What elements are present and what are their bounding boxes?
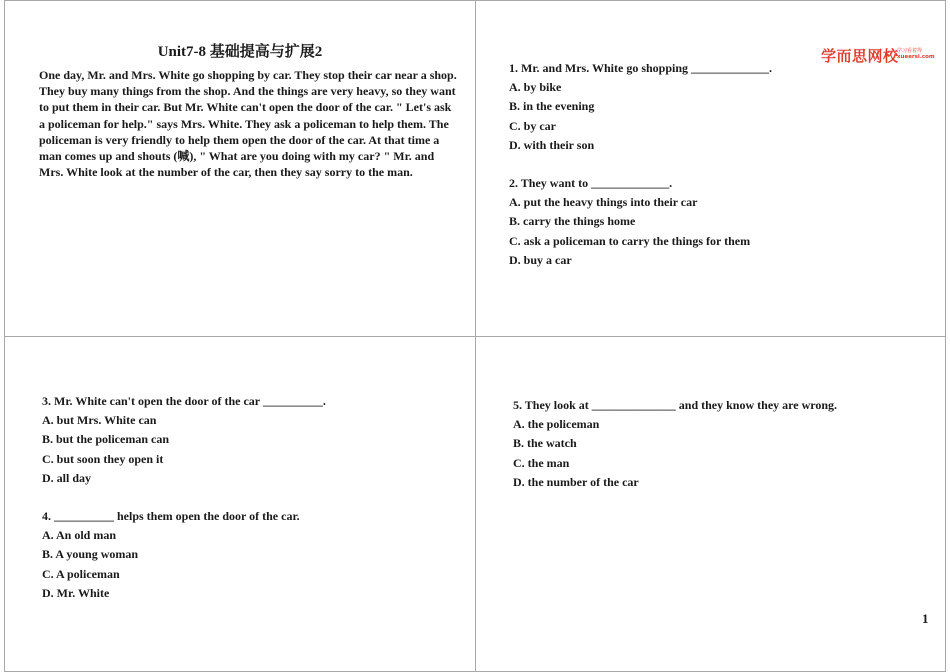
option-c: C. but soon they open it [42, 451, 164, 466]
option-d: D. Mr. White [42, 585, 110, 600]
option-b: B. the watch [513, 436, 577, 451]
option-b: B. carry the things home [509, 214, 636, 229]
slide-panel-questions-1-2 [475, 0, 946, 337]
option-b: B. in the evening [509, 99, 595, 114]
option-d: D. buy a car [509, 252, 572, 267]
slide-panel-question-5 [475, 336, 946, 672]
question-2 [509, 174, 750, 270]
logo-tagline: 学习看着得 [897, 48, 923, 54]
logo-url: xueersi.com [897, 54, 935, 60]
option-c: C. by car [509, 118, 556, 133]
slide-panel-questions-3-4 [4, 336, 476, 672]
question-stem: 2. They want to _____________. [509, 176, 673, 190]
option-a: A. but Mrs. White can [42, 413, 157, 428]
option-d: D. the number of the car [513, 474, 639, 489]
option-c: C. ask a policeman to carry the things for them [509, 233, 751, 248]
question-1 [509, 59, 772, 155]
option-b: B. A young woman [42, 547, 139, 562]
option-a: A. the policeman [513, 417, 600, 432]
option-c: C. A policeman [42, 566, 120, 581]
logo [821, 45, 941, 65]
question-stem: 4. __________ helps them open the door of the car. [42, 509, 300, 523]
option-a: A. put the heavy things into their car [509, 195, 698, 210]
reading-passage: One day, Mr. and Mrs. White go shopping by car. They stop their car near a shop. They buy many things from the shop. And the things are very heavy, so they want to put them in their car. But Mr. White can't open the door of the car. " Let's ask a policeman for help." says Mrs. White. They ask a policeman to help them. The policeman is very friendly to help them open the door of the car. At that time a man comes up and shouts (喊), " What are you doing with my car? " Mr. and Mrs. White look at the number of the car, then they say sorry to the man. [39, 68, 457, 180]
option-a: A. by bike [509, 80, 562, 95]
question-stem: 5. They look at ______________ and they know they are wrong. [513, 398, 838, 412]
option-b: B. but the policeman can [42, 432, 170, 447]
logo-name: 学而思网校 [821, 47, 899, 65]
question-3 [42, 392, 326, 488]
page-number: 1 [922, 611, 929, 626]
page-title: Unit7-8 基础提高与扩展2 [157, 44, 323, 60]
option-c: C. the man [513, 455, 570, 470]
question-stem: 3. Mr. White can't open the door of the car __________. [42, 394, 326, 408]
option-d: D. all day [42, 470, 92, 485]
question-stem: 1. Mr. and Mrs. White go shopping _____________. [509, 61, 773, 75]
option-a: A. An old man [42, 528, 117, 543]
question-5 [513, 396, 837, 492]
slide-panel-passage [4, 0, 476, 337]
question-4 [42, 507, 300, 603]
option-d: D. with their son [509, 137, 595, 152]
